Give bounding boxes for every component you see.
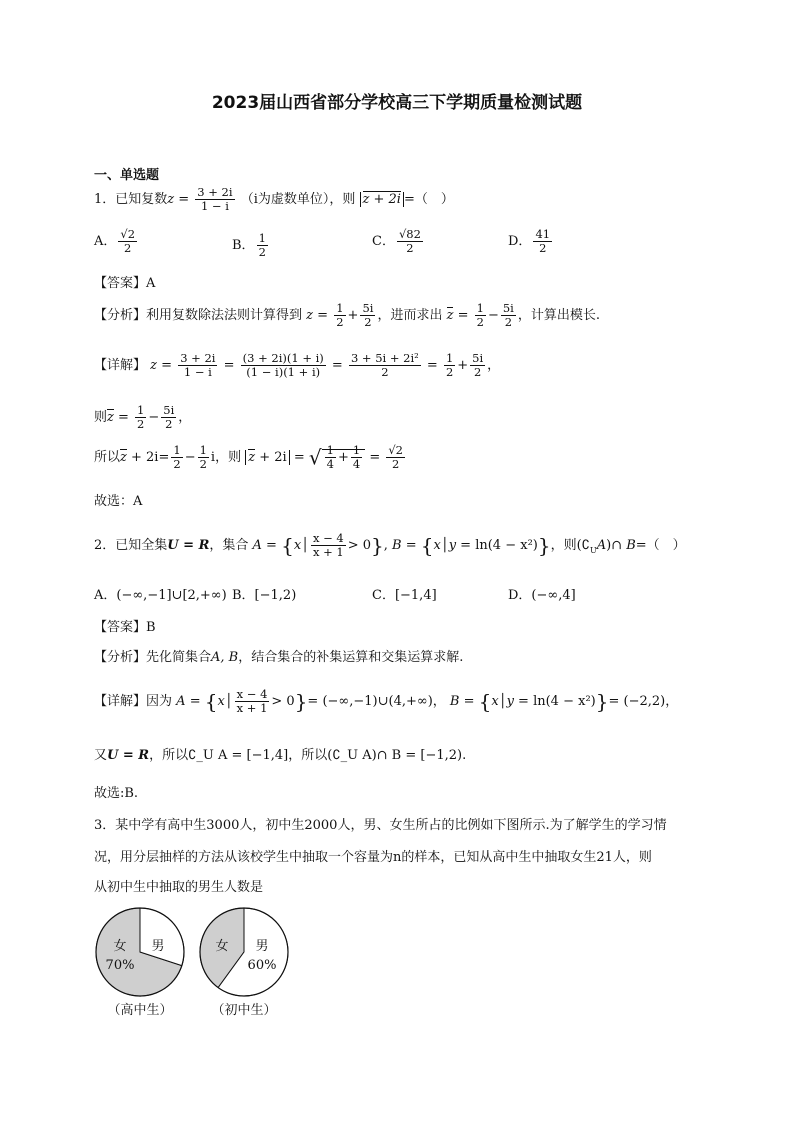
q1-option-b[interactable]: B． $\frac{1}{2}$ <box>232 231 266 260</box>
pie1-label-female: 女 <box>113 939 127 954</box>
q1-stem <box>94 186 454 213</box>
q3-line1: 3．某中学有高中生3000人，初中生2000人，男、女生所占的比例如下图所示.为了解学生的学习情 <box>94 818 667 833</box>
q1-detail-line1: 【详解】 z = $\frac{3 + 2i}{1 - i}$ = $\frac{(3 + 2i)(1 + i)}{(1 - i)(1 + i)}$ = $\frac{\text{3 + 5i + 2i²}}{2}$ = $\frac{1}{2}$ + $\frac{5i}{2}$ ， <box>94 351 501 380</box>
q3-line2: 况，用分层抽样的方法从该校学生中抽取一个容量为n的样本，已知从高中生中抽取女生21人，则 <box>94 850 652 865</box>
q2-option-d[interactable]: D．(−∞,4] <box>508 588 576 603</box>
q2-option-c[interactable]: C．[−1,4] <box>372 588 437 603</box>
q1-expr: z + 2i <box>362 192 401 208</box>
q2-conclusion: 故选:B. <box>94 786 139 801</box>
pie1-pct-female: 70% <box>105 958 135 973</box>
q2-analysis: 【分析】先化简集合A, B，结合集合的补集运算和交集运算求解. <box>94 650 464 665</box>
q1-conclusion: 故选：A <box>94 494 143 509</box>
q1-option-a[interactable]: A． $\frac{√2}{2}$ <box>94 227 136 256</box>
q2-option-a[interactable]: A．(−∞,−1]∪[2,+∞) <box>94 588 227 603</box>
q2-option-b[interactable]: B．[−1,2) <box>232 588 297 603</box>
q1-detail-line2: 则z = $\frac{1}{2}$ − $\frac{5i}{2}$ ， <box>94 403 192 432</box>
q1-number: 1．已知复数 <box>94 192 168 208</box>
pie2-title: （初中生） <box>211 1003 277 1018</box>
q2-answer: 【答案】B <box>94 620 156 635</box>
q1-option-d[interactable]: D． $\frac{41}{2}$ <box>508 227 551 256</box>
q1-detail-line3: 所以z + 2i= $\frac{1}{2}$ − $\frac{1}{2}$ i，则 z + 2i = √ $\frac{1}{4}$ + $\frac{1}{4}$ = $\frac{√2}{2}$ <box>94 443 404 472</box>
q3-line3: 从初中生中抽取的男生人数是 <box>94 880 264 895</box>
pie2-label-female: 女 <box>215 939 229 954</box>
q2-detail-line1: 【详解】因为 A = {x│ $\frac{x - 4}{x + 1}$ > 0}= (−∞,−1)∪(4,+∞)， B = {x│y = ln(4 − x²)}= (−2,2)， <box>94 687 679 716</box>
q1-paren: （i为虚数单位），则 <box>240 192 356 208</box>
q1-fraction: $\frac{3 + 2i}{1 - i}$ <box>197 185 233 214</box>
section-heading: 一、单选题 <box>94 168 160 183</box>
q2-detail-line2: 又U = R，所以∁_U A = [−1,4]，所以(∁_U A)∩ B = [−1,2). <box>94 748 467 763</box>
pie1-title: （高中生） <box>107 1003 173 1018</box>
pie2-pct-male: 60% <box>247 958 277 973</box>
q1-z-eq: z = <box>167 192 190 208</box>
page-title: 2023届山西省部分学校高三下学期质量检测试题 <box>211 93 583 113</box>
q1-answer: 【答案】A <box>94 276 156 291</box>
pie1-label-male: 男 <box>151 939 165 954</box>
q1-analysis: 【分析】利用复数除法法则计算得到 z = $\frac{1}{2}$ + $\frac{5i}{2}$ ，进而求出 z = $\frac{1}{2}$ − $\frac{5i}{2}$ ，计算出模长. <box>94 301 600 330</box>
pie2-label-male: 男 <box>255 939 269 954</box>
pie-charts <box>90 900 390 1030</box>
q2-stem: 2．已知全集U = R，集合 A = {x│ $\frac{x - 4}{x + 1}$ > 0}, B = {x│y = ln(4 − x²)}，则$(∁_UA)\cap$ B=（ ） <box>94 531 686 560</box>
q1-tail: =（ ） <box>403 192 454 208</box>
q1-option-c[interactable]: C． $\frac{√82}{2}$ <box>372 227 421 256</box>
